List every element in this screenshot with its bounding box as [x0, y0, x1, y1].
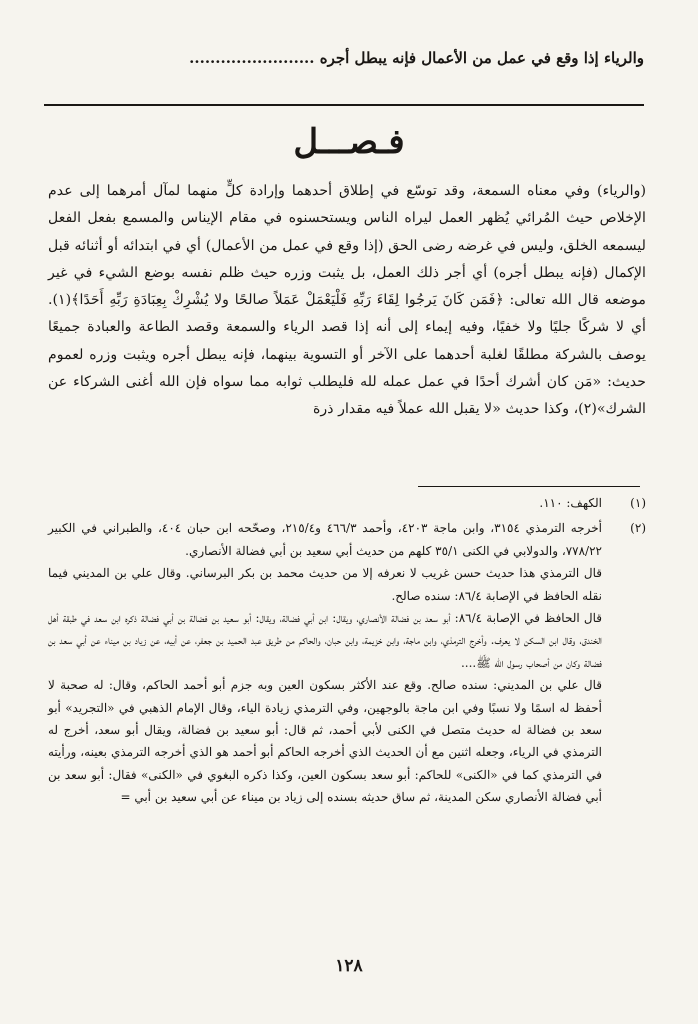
footnote-paragraph: قال الحافظ في الإصابة ٨٦/٤: أبو سعد بن فضالة الأنصاري، ويقال: ابن أبي فضالة، ويقال: أبو سعيد بن فضالة بن أبي فضالة ذكره ابن سعد في طبقة أهل الخندق، وقال ابن السكن لا يعرف. وأخرج الترمذي، وابن ماجة، وابن خزيمة، وابن حبان، والحاكم من طريق عبد الحميد بن جعفر، عن أبيه، عن زياد بن ميناء عن أبي سعد بن فضالة وكان من أصحاب رسول الله ﷺ....	[48, 611, 602, 670]
footnote-paragraph: قال الترمذي هذا حديث حسن غريب لا نعرفه إلا من حديث محمد بن بكر البرساني. وقال علي بن المديني فيما نقله الحافظ في الإصابة ٨٦/٤: سنده صالح.	[48, 566, 602, 603]
main-paragraph: (والرياء) وفي معناه السمعة، وقد توسّع في إطلاق أحدهما وإرادة كلٍّ منهما لمآل أمرهما إلى عدم الإخلاص حيث المُرائي يُظهر العمل ليراه الناس ويستحسنوه في مقام الإيناس والمسمع بفعل الفعل ليسمعه الخلق، وليس في غرضه رضى الحق (إذا وقع في عمل من الأعمال) أي في ابتدائه أو أثنائه قبل الإكمال (فإنه يبطل أجره) أي أجر ذلك العمل، بل يثبت وزره حيث ظلم نفسه بوضع الشيء في غير موضعه قال الله تعالى: ﴿فَمَن كَانَ يَرجُوا لِقَاءَ رَبِّهِ فَلْيَعْمَلْ عَمَلاً صالحًا ولا يُشْرِكْ بِعِبَادَةِ رَبِّهِ أَحَدًا﴾(١). أي لا شركًا جليًا ولا خفيًا، وفيه إيماء إلى أنه إذا قصد الرياء والسمعة وقصد الطاعة والعبادة جميعًا يوصف بالشركة مطلقًا لغلبة أحدهما على الآخر أو التسوية بينهما، فإنه يبطل أجره ويثبت وزره لعموم حديث: «مَن كان أشرك أحدًا في عمل عمله لله فليطلب ثوابه مما سواه فإن الله أغنى الشركاء عن الشرك»(٢)، وكذا حديث «لا يقبل الله عملاً فيه مقدار ذرة	[48, 183, 646, 418]
footnote-paragraph: أخرجه الترمذي ٣١٥٤، وابن ماجة ٤٢٠٣، وأحمد ٤٦٦/٣ و٢١٥/٤، وصحّحه ابن حبان ٤٠٤، والطبراني في الكبير ٧٧٨/٢٢، والدولابي في الكنى ٣٥/١ كلهم من حديث أبي سعيد بن أبي فضالة الأنصاري.	[48, 521, 602, 558]
footnote-1	[48, 492, 646, 514]
footnote-2	[48, 517, 646, 808]
footnote-paragraph: الكهف: ١١٠.	[539, 496, 602, 510]
section-title: فـصـــل	[293, 122, 405, 162]
running-head: والرياء إذا وقع في عمل من الأعمال فإنه يبطل أجره ........................	[189, 49, 644, 67]
footnote-body	[48, 517, 602, 808]
footnotes	[48, 492, 646, 809]
footnote-paragraph: قال علي بن المديني: سنده صالح. وقع عند الأكثر بسكون العين وبه جزم أبو أحمد الحاكم، وقال: له صحبة لا أحفظ له اسمًا ولا نسبًا وفي ابن ماجة بالوجهين، وفي الترمذي زيادة الياء، وقال الإمام الذهبي في «التجريد» أبو سعد بن فضالة له حديث متصل في الكنى لأبي أحمد، ثم قال: أبو سعيد بن فضالة، ويقال أبو سعد، أخرج له الترمذي في الرياء، وجعله اثنين مع أن الحديث الذي أخرجه الحاكم أبو أحمد هو الذي أخرجه الترمذي بعينه، ورأيته في الترمذي كما في «الكنى» للحاكم: أبو سعد بسكون العين، وكذا ذكره البغوي في «الكنى» فقال: أبو سعد بن أبي فضالة الأنصاري سكن المدينة، ثم ساق حديثه بسنده إلى زياد بن ميناء عن أبي سعيد بن أبي =	[48, 678, 603, 805]
footnote-body	[48, 492, 602, 514]
footnote-number: (٢)	[630, 521, 646, 536]
footnote-number: (١)	[630, 496, 646, 510]
header-rule	[44, 104, 644, 106]
page-number: ١٢٨	[335, 956, 363, 976]
main-text	[48, 178, 646, 424]
footnote-rule	[418, 486, 640, 487]
